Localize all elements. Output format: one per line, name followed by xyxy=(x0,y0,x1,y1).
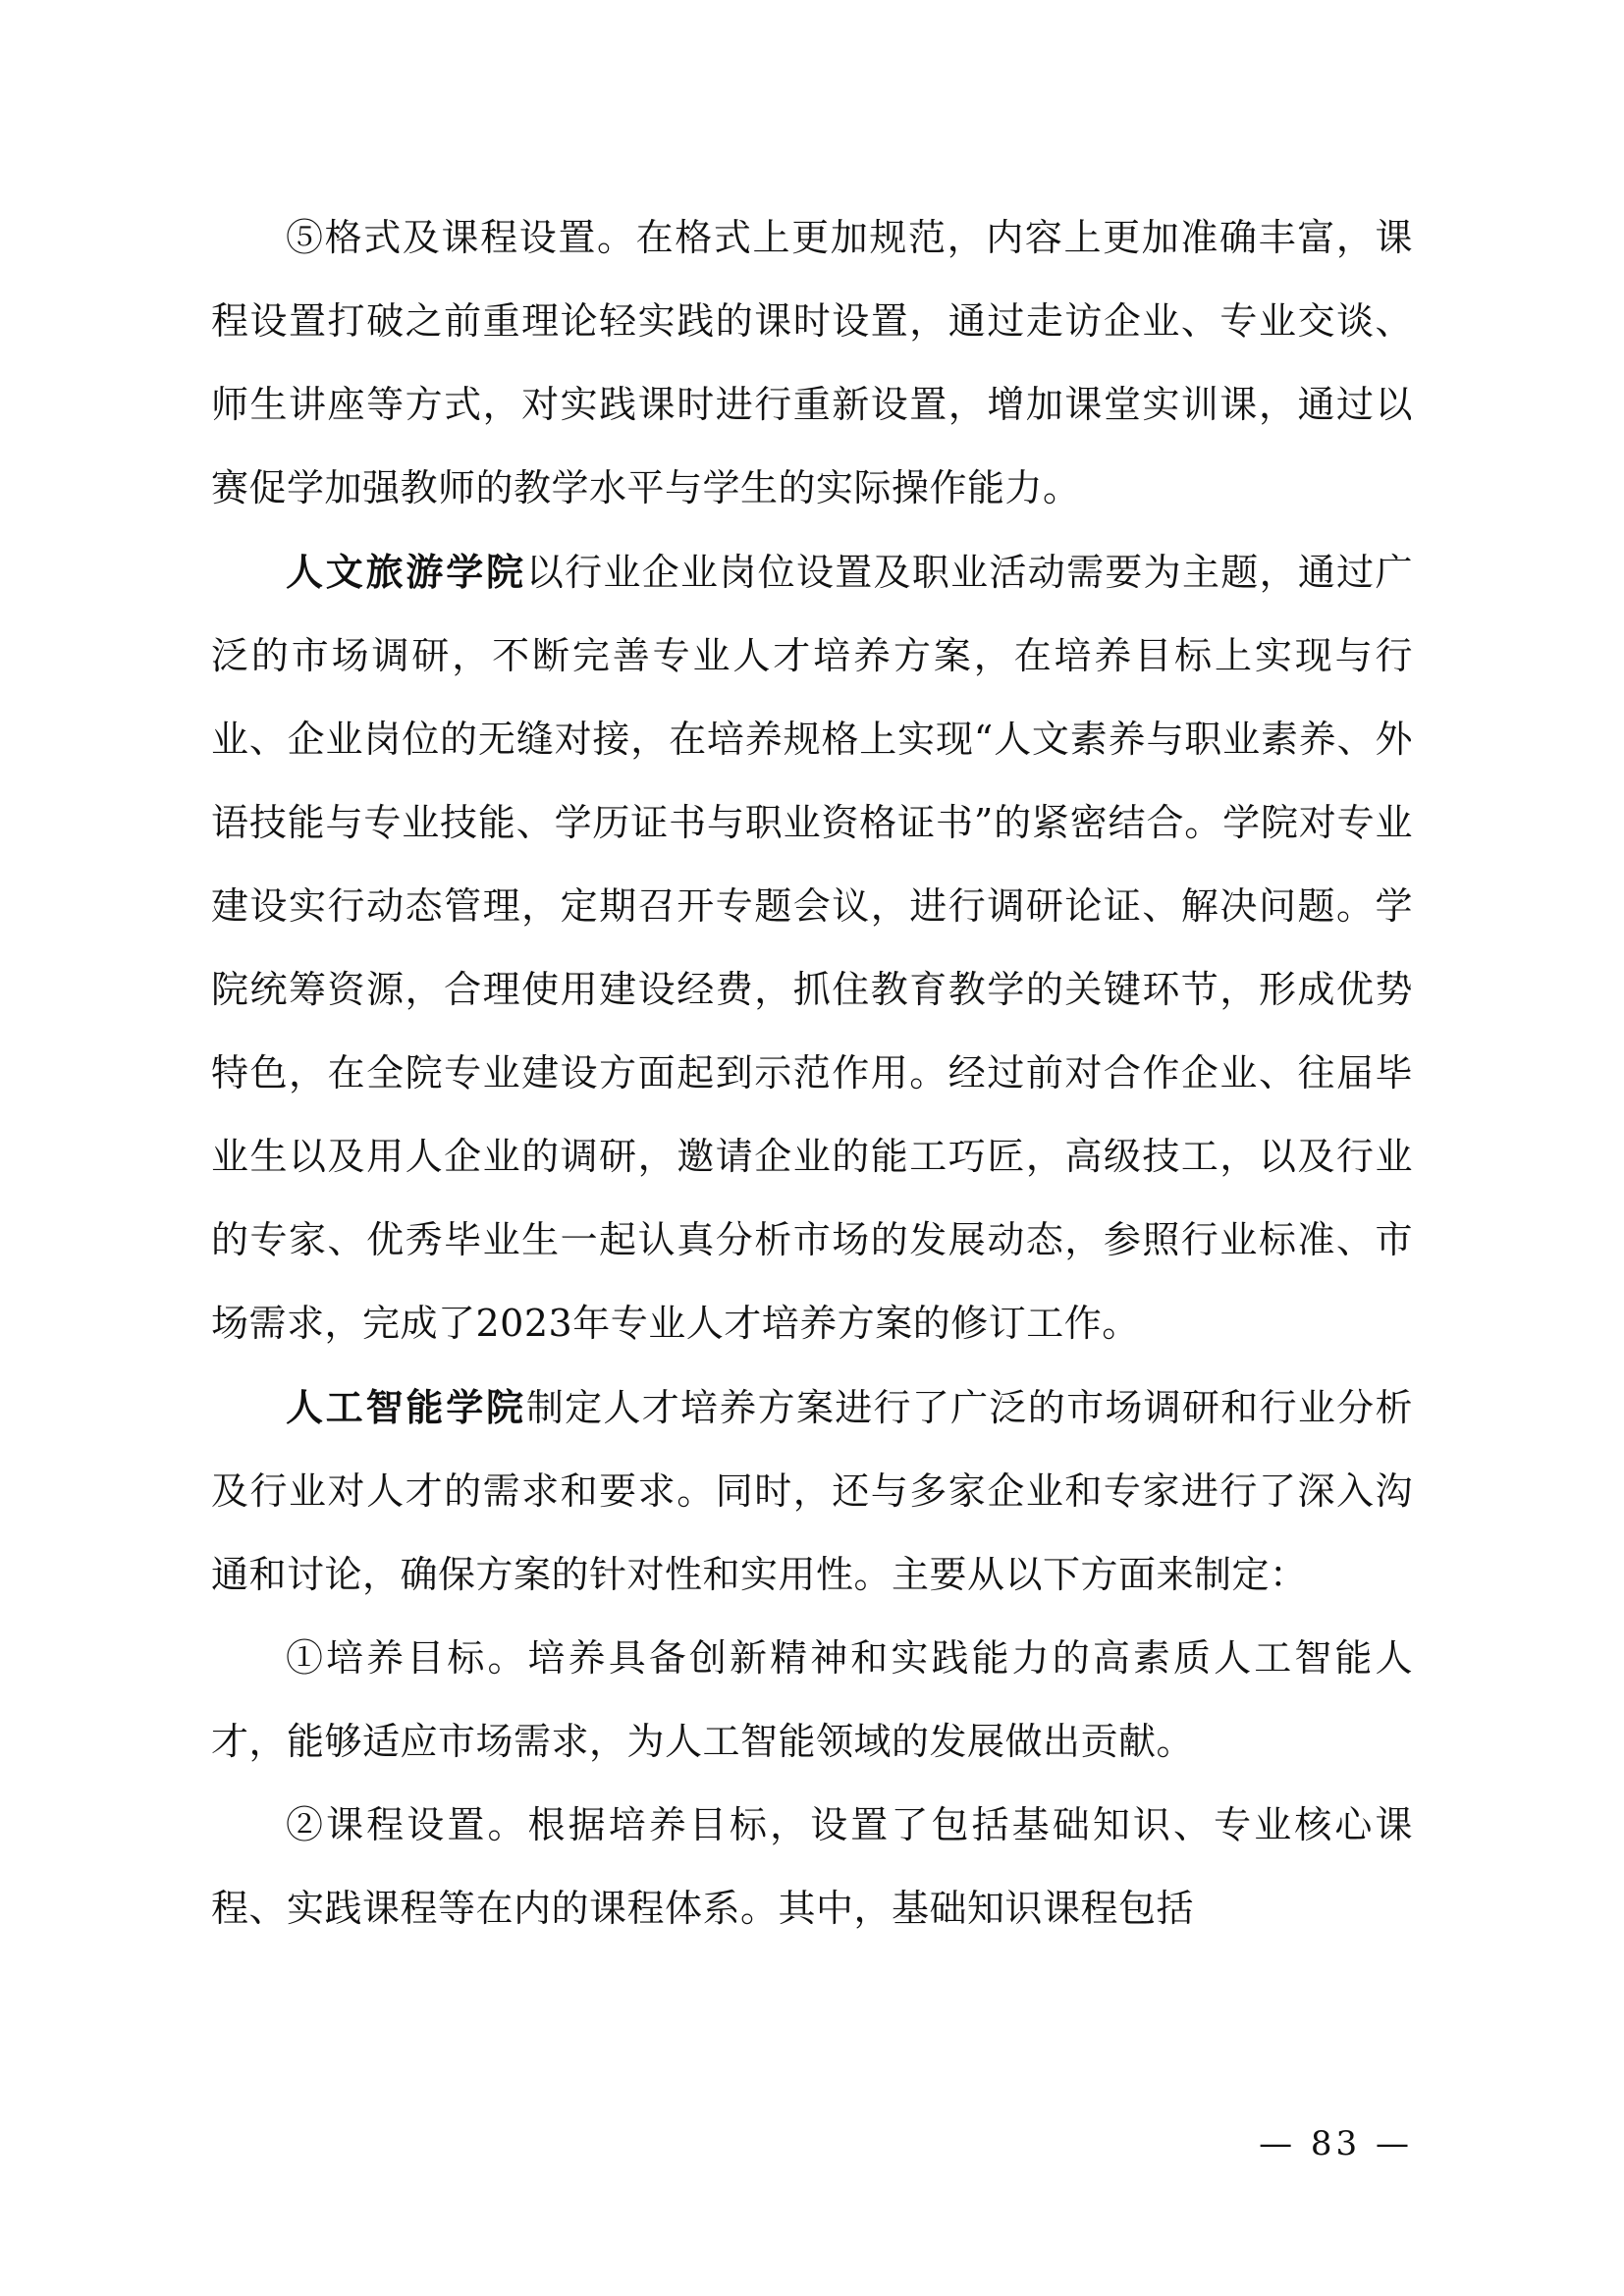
paragraph-humanities-tourism xyxy=(211,530,1413,1365)
paragraph-ai-college xyxy=(211,1365,1413,1617)
paragraph-format-curriculum xyxy=(211,196,1413,530)
paragraph-text: ①培养目标。培养具备创新精神和实践能力的高素质人工智能人才，能够适应市场需求，为人工智能领域的发展做出贡献。 xyxy=(211,1636,1413,1763)
paragraph-lead-ai-college: 人工智能学院 xyxy=(286,1385,526,1429)
page-number: — 83 — xyxy=(1259,2124,1413,2163)
paragraph-text: ②课程设置。根据培养目标，设置了包括基础知识、专业核心课程、实践课程等在内的课程体系。其中，基础知识课程包括 xyxy=(211,1803,1413,1930)
paragraph-text: 以行业企业岗位设置及职业活动需要为主题，通过广泛的市场调研，不断完善专业人才培养方案，在培养目标上实现与行业、企业岗位的无缝对接，在培养规格上实现“人文素养与职业素养、外语技能与专业技能、学历证书与职业资格证书”的紧密结合。学院对专业建设实行动态管理，定期召开专题会议，进行调研论证、解决问题。学院统筹资源，合理使用建设经费，抓住教育教学的关键环节，形成优势特色，在全院专业建设方面起到示范作用。经过前对合作企业、往届毕业生以及用人企业的调研，邀请企业的能工巧匠，高级技工，以及行业的专家、优秀毕业生一起认真分析市场的发展动态，参照行业标准、市场需求，完成了2023年专业人才培养方案的修订工作。 xyxy=(211,551,1413,1345)
paragraph-lead-humanities-tourism: 人文旅游学院 xyxy=(286,550,526,594)
page-body xyxy=(211,196,1413,1950)
paragraph-text: ⑤格式及课程设置。在格式上更加规范，内容上更加准确丰富，课程设置打破之前重理论轻实践的课时设置，通过走访企业、专业交谈、师生讲座等方式，对实践课时进行重新设置，增加课堂实训课，通过以赛促学加强教师的教学水平与学生的实际操作能力。 xyxy=(211,216,1413,509)
paragraph-training-goal xyxy=(211,1617,1413,1784)
paragraph-course-setup xyxy=(211,1784,1413,1950)
paragraph-text: 制定人才培养方案进行了广泛的市场调研和行业分析及行业对人才的需求和要求。同时，还与多家企业和专家进行了深入沟通和讨论，确保方案的针对性和实用性。主要从以下方面来制定： xyxy=(211,1386,1413,1596)
